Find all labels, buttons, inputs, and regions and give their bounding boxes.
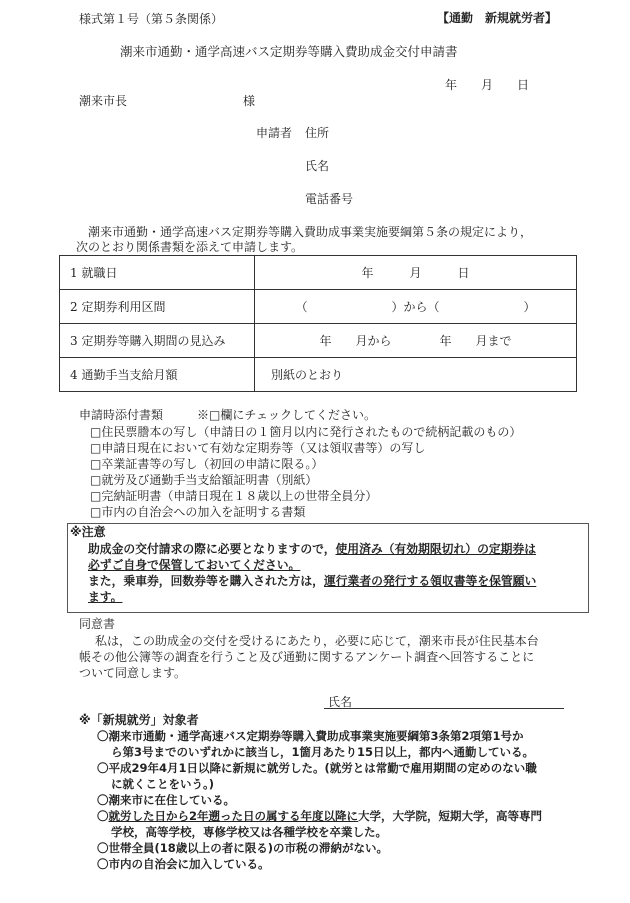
route-section-field[interactable]: （ ）から（ ） <box>255 290 577 324</box>
honorific: 様 <box>243 94 256 108</box>
notice-line-3 <box>88 574 536 588</box>
row-label: 就職日 <box>81 266 118 280</box>
eligibility-line: 〇潮来市通勤・通学高速バス定期券等購入費助成事業実施要綱第3条第2項第1号か <box>97 729 524 743</box>
page-title: 潮来市通勤・通学高速バス定期券等購入費助成金交付申請書 <box>120 44 458 59</box>
eligibility-heading: ※「新規就労」対象者 <box>79 713 199 727</box>
attachment-checkbox-item[interactable]: □申請日現在において有効な定期券等（又は領収書等）の写し <box>90 441 426 455</box>
table-row <box>60 324 577 358</box>
application-table <box>59 255 577 392</box>
category-tag: 【通勤 新規就労者】 <box>437 11 558 25</box>
row-label: 定期券等購入期間の見込み <box>81 334 226 348</box>
notice-line-3a: また，乗車券，回数券等を購入された方は， <box>88 574 324 588</box>
addressee: 潮来市長 <box>79 94 128 108</box>
name-label: 氏名 <box>305 159 330 173</box>
row-label-cell <box>60 290 255 324</box>
attachment-checkbox-item[interactable]: □完納証明書（申請日現在１８歳以上の世帯全員分） <box>90 489 378 503</box>
eligibility-line: 〇市内の自治会に加入している。 <box>97 857 270 871</box>
eligibility-grad-rest: 大学，大学院，短期大学，高等専門 <box>358 809 542 823</box>
purchase-period-field[interactable]: 年 月から 年 月まで <box>255 324 577 358</box>
table-row <box>60 256 577 290</box>
intro-line-1: 潮来市通勤・通学高速バス定期券等購入費助成事業実施要綱第５条の規定により， <box>88 225 533 239</box>
row-number: 1 <box>70 266 78 280</box>
table-row <box>60 290 577 324</box>
eligibility-line: 学校，高等学校，専修学校又は各種学校を卒業した。 <box>111 825 387 839</box>
signature-label: 氏名 <box>328 695 353 709</box>
row-number: 4 <box>70 368 78 382</box>
consent-line-1: 私は，この助成金の交付を受けるにあたり，必要に応じて，潮来市長が住民基本台 <box>95 634 539 648</box>
attachment-checkbox-item[interactable]: □住民票謄本の写し（申請日の１箇月以内に発行されたもので続柄記載のもの） <box>90 425 522 439</box>
applicant-role-label: 申請者 <box>256 126 293 140</box>
attachment-checkbox-item[interactable]: □卒業証書等の写し（初回の申請に限る。） <box>90 457 324 471</box>
notice-line-1b: 使用済み（有効期限切れ）の定期券は <box>335 542 537 556</box>
notice-line-1a: 助成金の交付請求の際に必要となりますので， <box>88 542 336 556</box>
eligibility-line: 〇世帯全員(18歳以上の者に限る)の市税の滞納がない。 <box>97 841 389 855</box>
row-label: 定期券利用区間 <box>81 300 166 314</box>
notice-heading: ※注意 <box>70 525 106 539</box>
date-line: 年 月 日 <box>445 78 530 92</box>
attachment-checkbox-item[interactable]: □市内の自治会への加入を証明する書類 <box>90 505 306 519</box>
notice-line-2: 必ずご自身で保管しておいてください。 <box>88 558 301 572</box>
eligibility-grad-underlined: 就労した日から2年遡った日の属する年度以降に <box>108 809 358 823</box>
notice-line-4: ます。 <box>88 590 123 604</box>
row-number: 2 <box>70 300 78 314</box>
consent-heading: 同意書 <box>79 617 116 631</box>
table-row <box>60 358 577 392</box>
eligibility-grad-bullet: 〇 <box>97 809 109 823</box>
consent-line-3: ついて同意します。 <box>79 666 187 680</box>
row-label-cell <box>60 358 255 392</box>
notice-line-3b: 運行業者の発行する領収書等を保管願い <box>323 574 537 588</box>
eligibility-line: ら第3号までのいずれかに該当し，1箇月あたり15日以上，都内へ通勤している。 <box>111 745 535 759</box>
eligibility-line: 〇潮来市に在住している。 <box>97 793 235 807</box>
signature-line[interactable] <box>324 707 564 709</box>
attachments-instruction: ※□欄にチェックしてください。 <box>197 408 376 422</box>
consent-line-2: 帳その他公簿等の調査を行うこと及び通勤に関するアンケート調査へ回答することに <box>79 650 535 664</box>
notice-line-1 <box>88 542 536 556</box>
form-number: 様式第１号（第５条関係） <box>79 12 224 26</box>
commute-allowance-field[interactable]: 別紙のとおり <box>255 358 577 392</box>
eligibility-line: 〇平成29年4月1日以降に新規に就労した。(就労とは常勤で雇用期間の定めのない職 <box>97 761 537 775</box>
row-label-cell <box>60 324 255 358</box>
employment-date-field[interactable]: 年 月 日 <box>255 256 577 290</box>
row-number: 3 <box>70 334 78 348</box>
attachments-heading: 申請時添付書類 <box>79 408 164 422</box>
attachment-checkbox-item[interactable]: □就労及び通勤手当支給額証明書（別紙） <box>90 473 318 487</box>
address-label: 住所 <box>305 126 330 140</box>
phone-label: 電話番号 <box>305 192 354 206</box>
intro-line-2: 次のとおり関係書類を添えて申請します。 <box>76 240 304 254</box>
row-label-cell <box>60 256 255 290</box>
eligibility-line: に就くことをいう。) <box>111 777 215 791</box>
row-label: 通勤手当支給月額 <box>81 368 178 382</box>
eligibility-graduation-line <box>97 810 542 824</box>
